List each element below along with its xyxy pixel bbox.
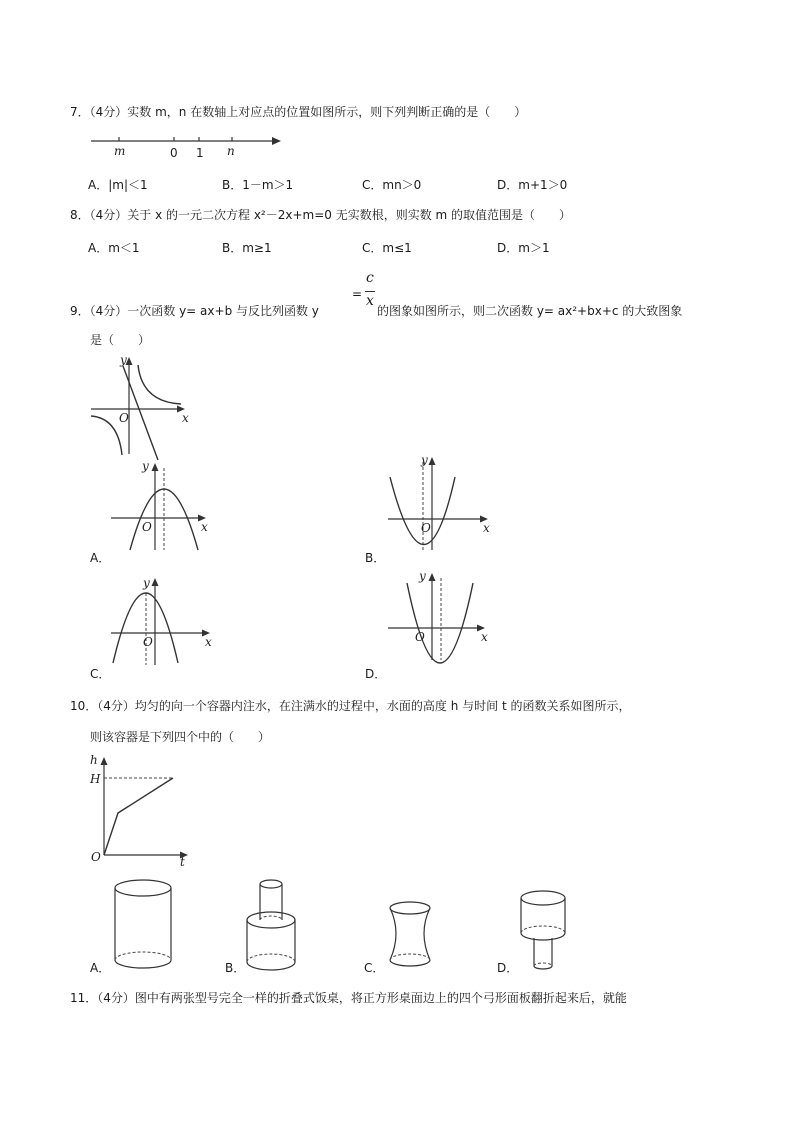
q9-d-label-o: O — [415, 630, 425, 644]
q9-given-label-o: O — [119, 411, 129, 425]
option-text: m+1＞0 — [518, 178, 568, 192]
q9-option-c-letter: C． — [90, 667, 111, 681]
option-text: m≤1 — [382, 241, 412, 255]
q9-fraction-bar — [365, 291, 375, 292]
q9-given-label-y: y — [120, 353, 127, 367]
q9-option-d-letter: D． — [365, 667, 387, 681]
q9-stem-part1: 9．（4分）一次函数 y= ax+b 与反比列函数 y — [70, 304, 319, 318]
q7-option-d[interactable] — [497, 177, 567, 193]
q9-b-label-y: y — [421, 453, 428, 467]
q11-stem: 11．（4分）图中有两张型号完全一样的折叠式饭桌，将正方形桌面边上的四个弓形面板翻折起来后，就能 — [70, 991, 627, 1005]
q9-a-label-o: O — [142, 520, 152, 534]
q10-graph — [88, 752, 198, 867]
q10-label-h: h — [90, 753, 98, 767]
q9-stem-line2: 是（ ） — [90, 333, 151, 347]
q10-label-o: O — [91, 850, 101, 864]
q8-stem: 8．（4分）关于 x 的一元二次方程 x²－2x+m=0 无实数根，则实数 m 的取值范围是（ ） — [70, 208, 572, 222]
q9-d-label-y: y — [419, 569, 426, 583]
option-letter: D． — [497, 178, 519, 192]
q9-option-d-graph[interactable] — [385, 568, 505, 663]
q10-label-H: H — [90, 772, 101, 786]
q9-option-c-graph[interactable] — [108, 573, 228, 668]
q9-fraction-den: x — [366, 293, 374, 309]
option-text: m＜1 — [108, 241, 140, 255]
option-letter: C． — [362, 241, 383, 255]
q9-option-a-letter: A． — [90, 551, 111, 565]
q9-fraction-eq: = — [352, 287, 363, 301]
q10-option-b-container[interactable] — [243, 876, 313, 971]
q8-option-b[interactable] — [222, 240, 272, 256]
q10-option-a-container[interactable] — [110, 878, 180, 970]
q9-b-label-o: O — [421, 521, 431, 535]
q9-option-b-letter: B． — [365, 551, 386, 565]
q9-option-b-graph[interactable] — [385, 452, 505, 552]
q8-option-a[interactable] — [88, 240, 140, 256]
option-letter: B． — [222, 241, 243, 255]
q9-c-label-y: y — [143, 576, 150, 590]
q7-stem: 7．（4分）实数 m，n 在数轴上对应点的位置如图所示，则下列判断正确的是（ ） — [70, 105, 527, 119]
q10-stem-line2: 则该容器是下列四个中的（ ） — [90, 730, 271, 744]
q7-label-n: n — [227, 144, 235, 158]
option-text: |m|＜1 — [108, 178, 148, 192]
q7-label-m: m — [114, 144, 126, 158]
option-letter: A． — [88, 241, 109, 255]
option-text: mn＞0 — [382, 178, 422, 192]
option-text: 1－m＞1 — [242, 178, 294, 192]
option-text: m＞1 — [518, 241, 550, 255]
option-letter: C． — [362, 178, 383, 192]
option-letter: D． — [497, 241, 519, 255]
q10-option-b-letter: B． — [225, 961, 246, 975]
q8-option-c[interactable] — [362, 240, 412, 256]
q7-label-one: 1 — [196, 146, 204, 160]
q9-fraction-num: c — [366, 270, 374, 286]
q7-label-zero: 0 — [170, 146, 178, 160]
q10-option-a-letter: A． — [90, 961, 111, 975]
option-text: m≥1 — [242, 241, 272, 255]
q9-stem-part2: 的图象如图所示，则二次函数 y= ax²+bx+c 的大致图象 — [377, 304, 683, 318]
option-letter: B． — [222, 178, 243, 192]
q10-option-c-letter: C． — [364, 961, 385, 975]
q9-c-label-o: O — [143, 635, 153, 649]
option-letter: A． — [88, 178, 109, 192]
q7-option-c[interactable] — [362, 177, 421, 193]
q9-given-graph — [88, 352, 198, 457]
q9-d-label-x: x — [481, 630, 488, 644]
q7-option-b[interactable] — [222, 177, 293, 193]
q9-given-label-x: x — [182, 411, 189, 425]
q7-number-line — [88, 132, 288, 162]
q8-option-d[interactable] — [497, 240, 550, 256]
q9-option-a-graph[interactable] — [108, 458, 228, 553]
q9-b-label-x: x — [483, 521, 490, 535]
q10-label-t: t — [180, 855, 185, 869]
q9-a-label-y: y — [142, 459, 149, 473]
q7-option-a[interactable] — [88, 177, 148, 193]
q10-option-d-letter: D． — [497, 961, 519, 975]
q9-a-label-x: x — [201, 520, 208, 534]
q9-c-label-x: x — [205, 635, 212, 649]
q10-option-d-container[interactable] — [515, 878, 585, 970]
q10-option-c-container[interactable] — [382, 878, 442, 970]
q10-stem-line1: 10．（4分）均匀的向一个容器内注水，在注满水的过程中，水面的高度 h 与时间 t 的函数关系如图所示， — [70, 699, 631, 713]
